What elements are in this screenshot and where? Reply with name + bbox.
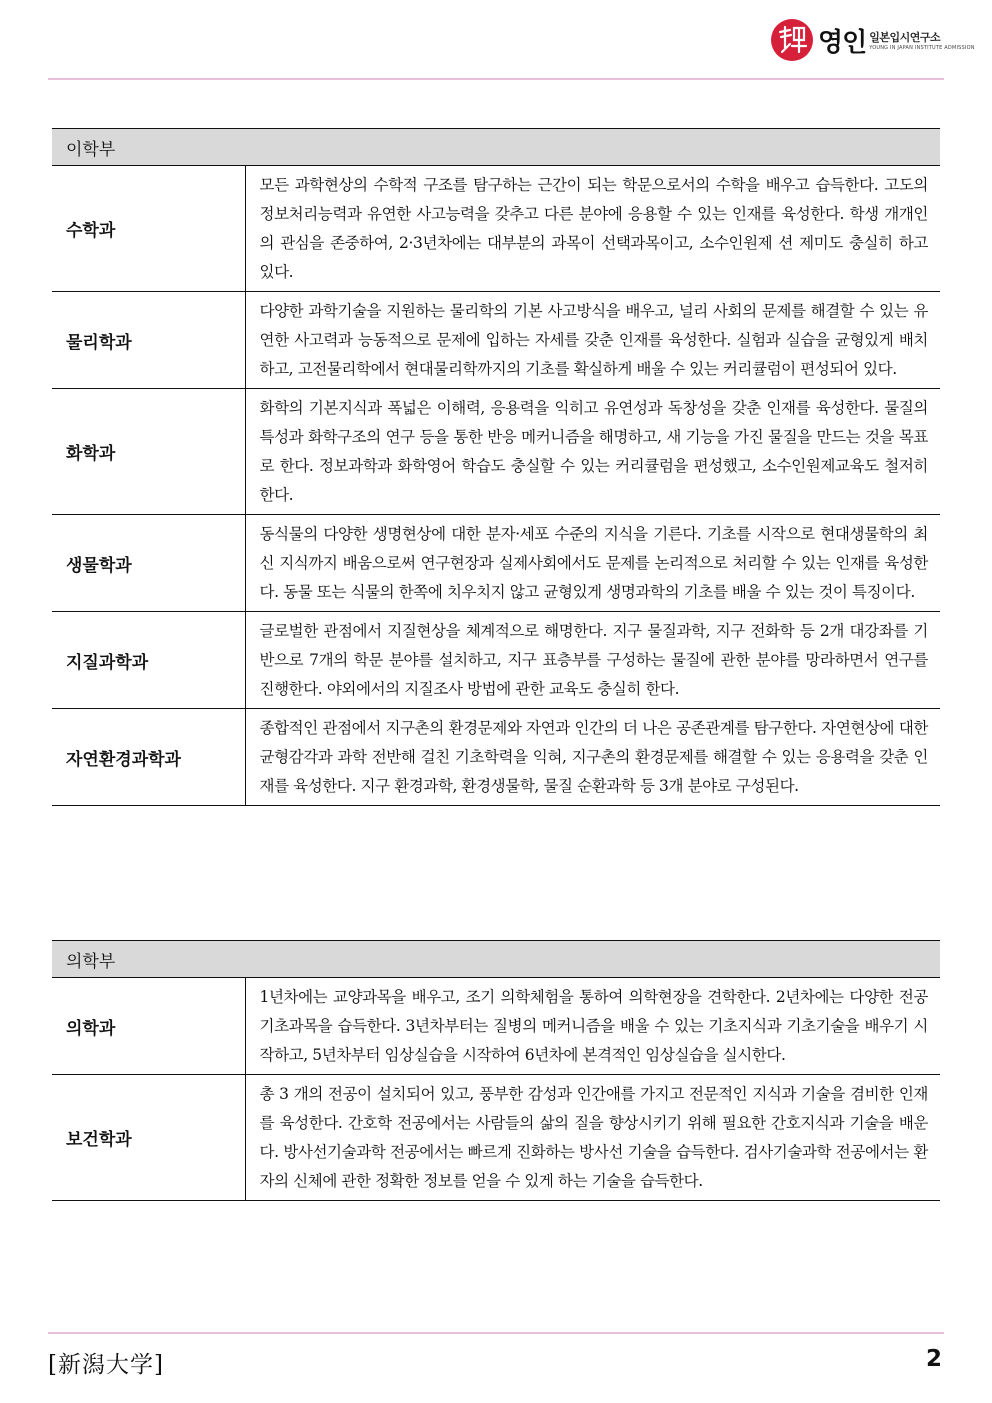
footer-divider <box>48 1332 944 1334</box>
department-name: 생물학과 <box>52 515 245 612</box>
header-divider <box>48 78 944 80</box>
department-name: 자연환경과학과 <box>52 709 245 806</box>
medicine-faculty-table <box>52 940 940 1201</box>
department-name: 의학과 <box>52 978 245 1075</box>
table-row <box>52 709 940 806</box>
table-row <box>52 515 940 612</box>
table-row <box>52 166 940 292</box>
department-description: 모든 과학현상의 수학적 구조를 탐구하는 근간이 되는 학문으로서의 수학을 배우고 습득한다. 고도의 정보처리능력과 유연한 사고능력을 갖추고 다른 분야에 응용할 수 있는 인재를 육성한다. 학생 개개인의 관심을 존중하여, 2·3년차에는 대부분의 과목이 선택과목이고, 소수인원제 션 제미도 충실히 하고 있다. <box>245 166 940 292</box>
department-description: 총 3 개의 전공이 설치되어 있고, 풍부한 감성과 인간애를 가지고 전문적인 지식과 기술을 겸비한 인재를 육성한다. 간호학 전공에서는 사람들의 삶의 질을 향상시키기 위해 필요한 간호지식과 기술을 배운다. 방사선기술과학 전공에서는 빠르게 진화하는 방사선 기술을 습득한다. 검사기술과학 전공에서는 환자의 신체에 관한 정확한 정보를 얻을 수 있게 하는 기술을 습득한다. <box>245 1075 940 1201</box>
faculty-header-row <box>52 941 940 978</box>
page-number: 2 <box>925 1346 942 1372</box>
department-name: 화학과 <box>52 389 245 515</box>
department-description: 동식물의 다양한 생명현상에 대한 분자·세포 수준의 지식을 기른다. 기초를 시작으로 현대생물학의 최신 지식까지 배움으로써 연구현장과 실제사회에서도 문제를 논리적으로 처리할 수 있는 인재를 육성한다. 동물 또는 식물의 한쪽에 치우치지 않고 균형있게 생명과학의 기초를 배울 수 있는 것이 특징이다. <box>245 515 940 612</box>
faculty-title: 이학부 <box>52 129 940 166</box>
department-name: 수학과 <box>52 166 245 292</box>
department-description: 글로벌한 관점에서 지질현상을 체계적으로 해명한다. 지구 물질과학, 지구 전화학 등 2개 대강좌를 기반으로 7개의 학문 분야를 설치하고, 지구 표층부를 구성하는 물질에 관한 분야를 망라하면서 연구를 진행한다. 야외에서의 지질조사 방법에 관한 교육도 충실히 한다. <box>245 612 940 709</box>
table-row <box>52 389 940 515</box>
faculty-header-row <box>52 129 940 166</box>
table-row <box>52 292 940 389</box>
department-description: 화학의 기본지식과 폭넓은 이해력, 응용력을 익히고 유연성과 독창성을 갖춘 인재를 육성한다. 물질의 특성과 화학구조의 연구 등을 통한 반응 메커니즘을 해명하고, 새 기능을 가진 물질을 만드는 것을 목표로 한다. 정보과학과 화학영어 학습도 충실할 수 있는 커리큘럼을 편성했고, 소수인원제교육도 철저히 한다. <box>245 389 940 515</box>
logo-english-text: YOUNG IN JAPAN INSTITUTE ADMISSION <box>869 45 975 51</box>
logo-main-text: 영인 <box>818 27 867 58</box>
table-row <box>52 1075 940 1201</box>
table-row <box>52 978 940 1075</box>
university-name: [新潟大学] <box>48 1352 164 1378</box>
department-description: 1년차에는 교양과목을 배우고, 조기 의학체험을 통하여 의학현장을 견학한다. 2년차에는 다양한 전공기초과목을 습득한다. 3년차부터는 질병의 메커니즘을 배울 수 있는 기초지식과 기초기술을 배우기 시작하고, 5년차부터 임상실습을 시작하여 6년차에 본격적인 임상실습을 실시한다. <box>245 978 940 1075</box>
logo-emblem-icon <box>770 18 814 62</box>
department-name: 물리학과 <box>52 292 245 389</box>
logo-wordmark <box>818 22 975 59</box>
department-name: 보건학과 <box>52 1075 245 1201</box>
table-row <box>52 612 940 709</box>
science-faculty-table <box>52 128 940 806</box>
logo-sub-text: 일본입시연구소 <box>869 31 941 44</box>
department-description: 다양한 과학기술을 지원하는 물리학의 기본 사고방식을 배우고, 널리 사회의 문제를 해결할 수 있는 유연한 사고력과 능동적으로 문제에 입하는 자세를 갖춘 인재를 육성한다. 실험과 실습을 균형있게 배치하고, 고전물리학에서 현대물리학까지의 기초를 확실하게 배울 수 있는 커리큘럼이 편성되어 있다. <box>245 292 940 389</box>
department-description: 종합적인 관점에서 지구촌의 환경문제와 자연과 인간의 더 나은 공존관계를 탐구한다. 자연현상에 대한 균형감각과 과학 전반해 걸친 기초학력을 익혀, 지구촌의 환경문제를 해결할 수 있는 응용력을 갖춘 인재를 육성한다. 지구 환경과학, 환경생물학, 물질 순환과학 등 3개 분야로 구성된다. <box>245 709 940 806</box>
brand-logo <box>770 18 975 62</box>
faculty-title: 의학부 <box>52 941 940 978</box>
department-name: 지질과학과 <box>52 612 245 709</box>
